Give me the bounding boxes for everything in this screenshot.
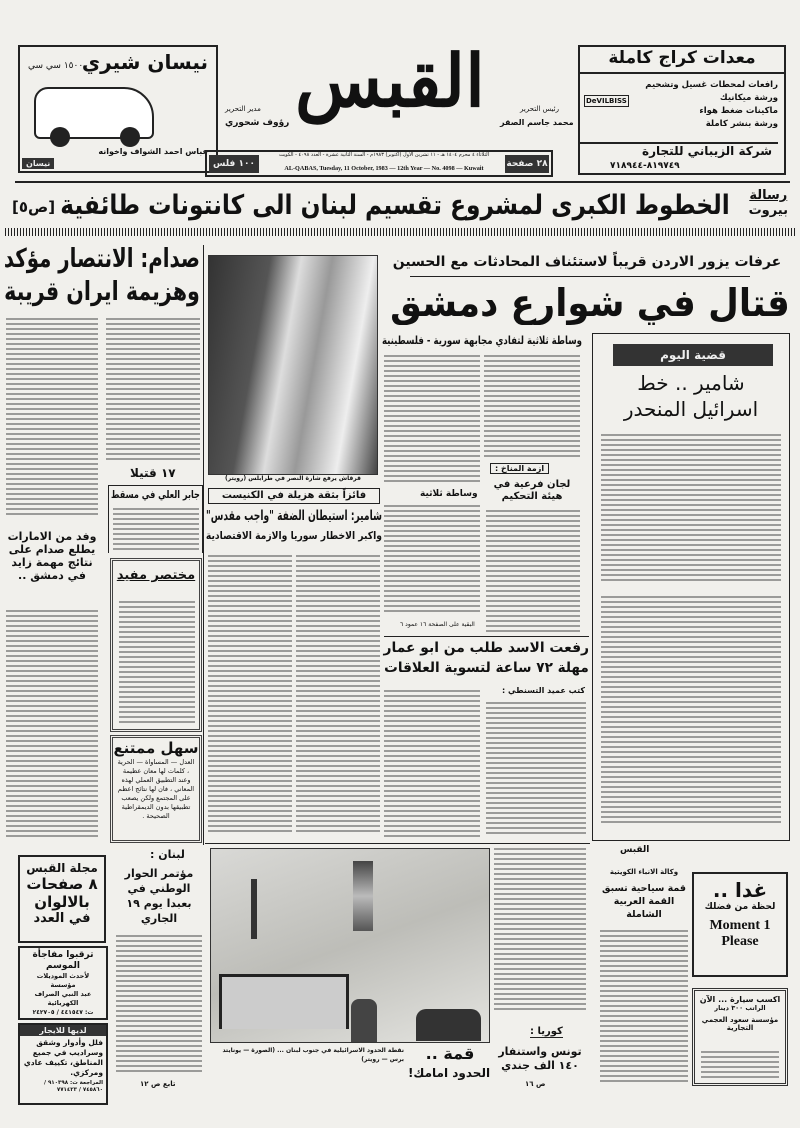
divider: [15, 181, 790, 183]
lebanon-body: [116, 935, 202, 1073]
arbitration-headline[interactable]: لجان فرعية في هيئة التحكيم: [493, 479, 571, 502]
magazine-ad-line3: بالالوان: [34, 893, 90, 911]
managing-editor-label: مدير التحرير: [225, 105, 261, 113]
shamir-body: [208, 555, 292, 835]
damascus-headline[interactable]: قتال في شوارع دمشق: [390, 281, 790, 325]
car-wheel: [50, 127, 70, 147]
ad-garage-company: شركة الزيباني للتجارة: [580, 142, 778, 158]
damascus-section: وساطة ثلاثية: [420, 489, 478, 499]
flag-icon: [251, 879, 257, 939]
dateline-en: AL-QABAS, Tuesday, 11 October, 1983 — 12th Year — No. 4098 — Kuwait: [284, 165, 484, 172]
issue-today-signature: القبس: [620, 845, 650, 855]
medals-ad-line1: ترقبوا مفاجأة الموسم: [32, 950, 94, 971]
rent-ad-banner: لديها للايجار: [20, 1025, 106, 1036]
arafat-headline[interactable]: عرفات يزور الاردن قريباً لاستئناف المحادثات مع الحسين: [392, 254, 782, 270]
lebanon-ref[interactable]: تابع ص ١٢: [140, 1080, 176, 1088]
lead-kicker-top: رسالة: [749, 188, 788, 203]
lead-kicker: [749, 188, 788, 218]
saddam-headline-1[interactable]: صدام: الانتصار مؤكد: [3, 244, 200, 274]
magazine-ad-line2: ٨ صفحات: [26, 875, 98, 893]
ad-garage-list: [645, 79, 778, 131]
tomorrow-ad-line1: غدا ..: [712, 878, 768, 902]
lebanon-kicker: لبنان :: [150, 848, 185, 861]
kuna-source: وكالة الانباء الكويتية: [609, 868, 679, 876]
dateline-ar: الثلاثاء ٤ محرم ١٤٠٤ هـ - ١١ تشرين الاول (اكتوبر) ١٩٨٣م - السنة الثانية عشرة - العدد ٤٠٩٨ - الكويت: [278, 152, 490, 158]
rent-ad[interactable]: [18, 1023, 108, 1105]
car-wheel: [120, 127, 140, 147]
photo-bottom-headline-1[interactable]: قمة ..: [425, 1044, 475, 1063]
medals-ad[interactable]: [18, 946, 108, 1020]
mukhtasar-body: [119, 601, 195, 726]
magazine-ad[interactable]: [18, 855, 106, 943]
emirates-headline[interactable]: [6, 530, 98, 582]
arbitration-kicker: ازمة المناخ :: [490, 463, 549, 474]
issue-today-banner: قضية اليوم: [613, 344, 773, 366]
ad-garage-phones: ٨١٩٧٤٩-٧١٨٩٤٤: [610, 161, 680, 171]
rifaat-body: [384, 690, 480, 838]
photo-tripoli-caption: قرقاش يرفع شارة النصر في طرابلس (رويتر): [225, 475, 361, 482]
damascus-body: [384, 505, 480, 613]
damascus-subhead[interactable]: وساطة ثلاثية لتفادي مجابهة سورية - فلسطينية: [381, 334, 582, 347]
saddam-body: [106, 318, 200, 463]
editor-in-chief-label: رئيس التحرير: [520, 105, 559, 113]
issue-today-body: [601, 434, 781, 584]
photo-bottom-headline-2[interactable]: الحدود امامك!: [407, 1066, 491, 1080]
medals-ad-line2: لأحدث الموديلات: [36, 972, 90, 980]
pages-badge: ٢٨ صفحة: [505, 155, 549, 173]
korea-kicker: كوريا :: [530, 1026, 563, 1037]
jaber-headline[interactable]: جابر العلي في مسقط: [111, 489, 200, 501]
ad-nissan[interactable]: [18, 45, 218, 173]
flag-icon: [353, 861, 373, 931]
shamir-kicker: فائزاً بثقة هزيلة في الكنيست: [208, 488, 380, 504]
ad-garage-item: ورشة بنشر كاملة: [705, 119, 778, 129]
tomorrow-ad[interactable]: [692, 872, 788, 977]
cars-ad-fineprint: [701, 1051, 779, 1079]
soldiers: [351, 999, 377, 1043]
saddam-subhead: ١٧ قتيلا: [130, 466, 176, 480]
car: [416, 1009, 481, 1041]
rifaat-continued[interactable]: البقية على الصفحة ١٦ عمود ٦: [400, 621, 475, 628]
rifaat-body: [486, 702, 586, 837]
managing-editor: رؤوف شحوري: [225, 118, 290, 128]
damascus-body: [484, 355, 580, 460]
medals-ad-phones: ت: ٤٤١٥٤٧ / ٢٤٢٧٠٥: [32, 1009, 94, 1016]
ad-garage[interactable]: [578, 45, 786, 175]
magazine-ad-line1: مجلة القبس: [26, 861, 98, 875]
shamir-body: [296, 555, 380, 835]
ad-garage-item: رافعات لمحطات غسيل وتشحيم: [645, 80, 778, 90]
shamir-headline-2[interactable]: واكبر الاخطار سوريا والازمة الاقتصادية: [205, 530, 382, 542]
mukhtasar-box: [110, 558, 202, 732]
cars-ad[interactable]: [692, 988, 788, 1086]
tomorrow-ad-line2: لحظة من فضلك: [704, 902, 776, 912]
medals-ad-line4: عبد النبي الصراف الكهربائية: [34, 990, 92, 1007]
jaber-body: [113, 508, 199, 550]
arbitration-body: [486, 510, 580, 634]
medals-ad-line3: مؤسسة: [50, 981, 76, 989]
tomorrow-ad-line3: 1 Moment: [709, 918, 771, 933]
cars-ad-company: مؤسسة سعود العجمي التجارية: [701, 1016, 779, 1032]
rifaat-headline-2[interactable]: مهلة ٧٢ ساعة لتسوية العلاقات: [384, 660, 589, 676]
checkpoint-building: [219, 974, 349, 1029]
korea-headline[interactable]: تونس واستنفار ١٤٠ الف جندي: [498, 1045, 582, 1072]
lead-headline[interactable]: الخطوط الكبرى لمشروع تقسيم لبنان الى كانتونات طائفية: [60, 190, 730, 221]
issue-today-body: [601, 596, 781, 826]
emirates-body: [6, 610, 98, 840]
sahl-box: [110, 735, 202, 843]
rifaat-headline-1[interactable]: رفعت الاسد طلب من ابو عمار: [383, 640, 589, 656]
ad-nissan-company: عباس احمد الشواف واخوانه: [98, 147, 208, 156]
masthead-logo: القبس: [295, 38, 485, 123]
damascus-body: [384, 355, 480, 485]
saddam-headline-2[interactable]: وهزيمة ايران قريبة: [4, 277, 200, 307]
sahl-text: العدل — المساواة — الحرية ، كلمات لها معان عظيمة وعند التطبيق العملي لهذه المعاني ، فان لها نتائج اعظم على المجتمع ولكن يصعب تطبيقها بدون الديمقراطية الصحيحة .: [117, 758, 195, 821]
price-badge: ١٠٠ فلس: [209, 155, 259, 173]
issue-today-headline-2[interactable]: اسرائيل المنحدر: [623, 397, 759, 421]
photo-bottom-caption: نقطة الحدود الاسرائيلية في جنوب لبنان ... (الصورة — يونايتد برس — رويتر): [222, 1047, 404, 1063]
korea-ref[interactable]: ص ١٦: [525, 1080, 546, 1088]
kuna-headline[interactable]: قمة سياحية تسبق القمة العربية الشاملة: [602, 883, 686, 920]
ad-nissan-brand: نيسان: [22, 158, 54, 169]
saddam-body: [6, 318, 98, 518]
rent-ad-text: فلل وأدوار وشقق وسراديب في جميع المناطق، تكييف عادي ومركزي.: [23, 1038, 103, 1077]
emirates-headline-text: وفد من الامارات يطلع صدام على نتائج مهمة زايد في دمشق ..: [7, 530, 97, 582]
tomorrow-ad-line4: Please: [721, 934, 759, 949]
ad-garage-item: ماكينات ضغط هواء: [699, 106, 778, 116]
ad-nissan-title: نيسان شيري: [81, 50, 208, 74]
dateline-bar: [205, 150, 553, 177]
mukhtasar-title: مختصر مفيد: [116, 568, 196, 583]
devilbiss-logo: DeVILBISS: [586, 97, 627, 105]
rifaat-byline: كتب عميد التسنطي :: [502, 686, 585, 695]
photo-border: [210, 848, 490, 1043]
lebanon-headline[interactable]: مؤتمر الحوار الوطني في بعبدا يوم ١٩ الجاري: [124, 867, 194, 925]
hatched-rule: [5, 228, 795, 236]
cars-ad-text: الراتب ٣٠٠ دينار: [714, 1004, 766, 1012]
photo-tripoli: [208, 255, 378, 475]
lead-page-ref[interactable]: [ص٥]: [12, 198, 56, 216]
issue-today-box: [592, 333, 790, 841]
kuna-body: [600, 930, 688, 1083]
editor-in-chief: محمد جاسم الصقر: [500, 118, 574, 127]
ad-garage-item: ورشة ميكانيك: [719, 93, 778, 103]
jaber-box: [108, 485, 203, 553]
column-divider: [203, 245, 204, 845]
cars-ad-title: اكسب سيارة ... الآن: [699, 995, 781, 1004]
issue-today-headline-1[interactable]: شامير .. خط: [637, 371, 745, 395]
ad-garage-title: معدات كراج كاملة: [580, 49, 784, 74]
shamir-headline-1[interactable]: شامير: استيطان الضفة "واجب مقدس": [206, 508, 382, 524]
rifaat-continuation-body: [494, 848, 586, 1013]
ad-nissan-subtitle: ١٥٠٠ سي سي: [28, 61, 84, 71]
sahl-title: سهل ممتنع: [113, 739, 199, 757]
divider: [384, 636, 589, 637]
divider: [205, 843, 590, 844]
divider: [410, 276, 750, 277]
rent-ad-contact: المراجعة ت: ٩١٠٣٩٨ / ٧٤٥٨٦٠ / ٧٧١٤٢٣: [44, 1080, 103, 1093]
lead-kicker-bottom: بيروت: [748, 203, 788, 218]
magazine-ad-line4: في العدد: [33, 911, 91, 926]
